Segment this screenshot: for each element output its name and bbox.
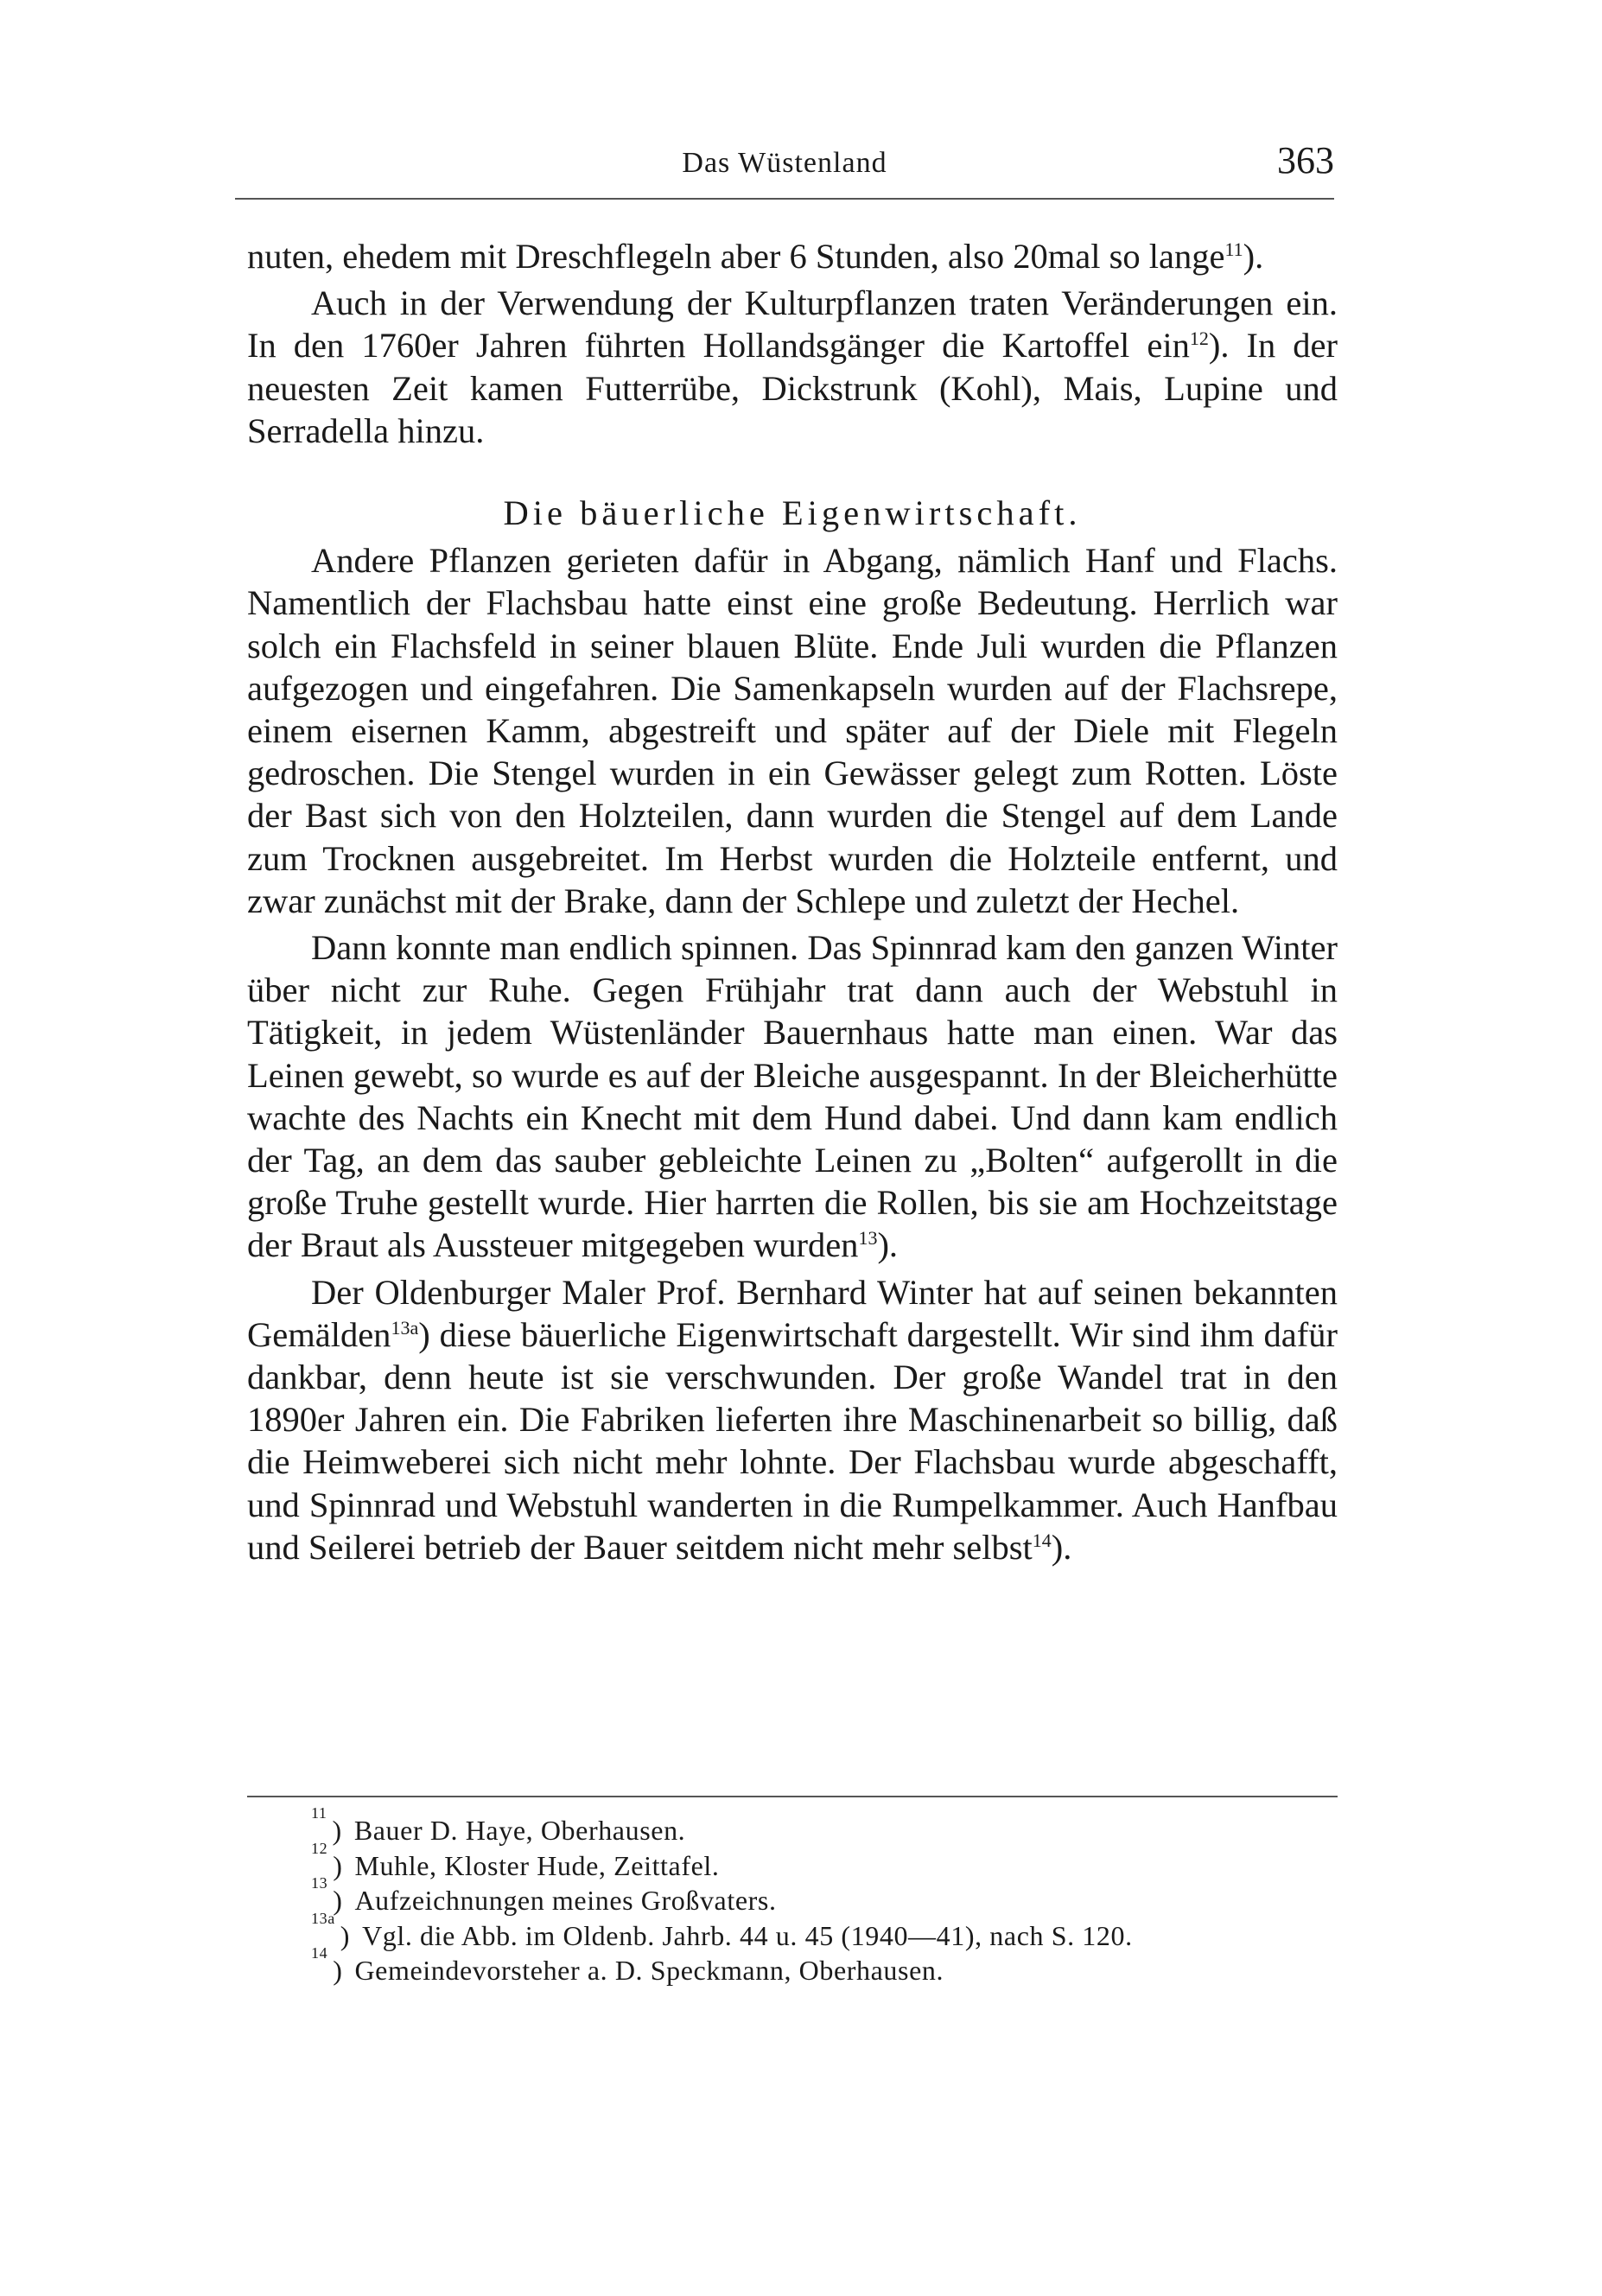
footnote-item: 13 ) Aufzeichnungen meines Großvaters. (311, 1874, 777, 1916)
footnote-item: 12 ) Muhle, Kloster Hude, Zeittafel. (311, 1839, 720, 1881)
page-number: 363 (1277, 139, 1334, 181)
footnote-ref: 13a (391, 1316, 419, 1339)
paragraph-1: nuten, ehedem mit Dreschflegeln aber 6 Stunden, also 20mal so lange$^{11}$). (247, 237, 1264, 276)
footnote-ref: 14 (1032, 1529, 1052, 1551)
footnote-item: 11 ) Bauer D. Haye, Oberhausen. (311, 1804, 686, 1846)
page-header (235, 138, 1334, 190)
paragraph-2: Auch in der Verwendung der Kulturpflanzen traten Veränderungen ein. In den 1760er Jahren führten Hollandsgänger die Kartoffel ein$^{12}$). In der neuesten Zeit kamen Futterrübe, Dickstrunk (Kohl), Mais, Lupine und Serradella hinzu. (247, 283, 1338, 450)
footnote-item: 13a ) Vgl. die Abb. im Oldenb. Jahrb. 44 u. 45 (1940—41), nach S. 120. (311, 1909, 1133, 1951)
header-rule (235, 198, 1334, 200)
footnote-item: 14 ) Gemeindevorsteher a. D. Speckmann, Oberhausen. (311, 1944, 944, 1986)
paragraph-3: Andere Pflanzen gerieten dafür in Abgang, nämlich Hanf und Flachs. Namentlich der Flachsbau hatte einst eine große Bedeutung. Herrlich war solch ein Flachsfeld in seiner blauen Blüte. Ende Juli wurden die Pflanzen aufgezogen und eingefahren. Die Samenkapseln wurden auf der Flachsrepe, einem eisernen Kamm, abgestreift und später auf der Diele mit Flegeln gedroschen. Die Stengel wurden in ein Gewässer gelegt zum Rotten. Löste der Bast sich von den Holzteilen, dann wurden die Stengel auf dem Lande zum Trocknen ausgebreitet. Im Herbst wurden die Holzteile entfernt, und zwar zunächst mit der Brake, dann der Schlepe und zuletzt der Hechel. (247, 541, 1338, 920)
running-title: Das Wüstenland (682, 147, 887, 179)
footnote-ref: 11 (1224, 239, 1243, 260)
body-text (247, 235, 1338, 1568)
footnote-ref: 13 (858, 1227, 878, 1250)
footnotes (311, 1804, 1339, 1988)
footnote-rule (247, 1796, 1338, 1797)
paragraph-5: Der Oldenburger Maler Prof. Bernhard Winter hat auf seinen bekannten Gemälden$^{13a}$) diese bäuerliche Eigenwirtschaft dargestellt. Wir sind ihm dafür dankbar, denn heute ist sie verschwunden. Der große Wandel trat in den 1890er Jahren ein. Die Fabriken lieferten ihre Maschinenarbeit so billig, daß die Heimweberei sich nicht mehr lohnte. Der Flachsbau wurde abgeschafft, und Spinnrad und Webstuhl wanderten in die Rumpelkammer. Auch Hanfbau und Seilerei betrieb der Bauer seitdem nicht mehr selbst$^{14}$). (247, 1272, 1338, 1567)
paragraph-4: Dann konnte man endlich spinnen. Das Spinnrad kam den ganzen Winter über nicht zur Ruhe. Gegen Frühjahr trat dann auch der Webstuhl in Tätigkeit, in jedem Wüstenländer Bauernhaus hatte man einen. War das Leinen gewebt, so wurde es auf der Bleiche ausgespannt. In der Bleicherhütte wachte des Nachts ein Knecht mit dem Hund dabei. Und dann kam endlich der Tag, an dem das sauber gebleichte Leinen zu „Bolten“ aufgerollt in die große Truhe gestellt wurde. Hier harrten die Rollen, bis sie am Hochzeitstage der Braut als Aussteuer mitgegeben wurden$^{13}$). (247, 928, 1338, 1265)
footnote-ref: 12 (1189, 328, 1209, 350)
section-heading: Die bäuerliche Eigenwirtschaft. (503, 493, 1082, 533)
